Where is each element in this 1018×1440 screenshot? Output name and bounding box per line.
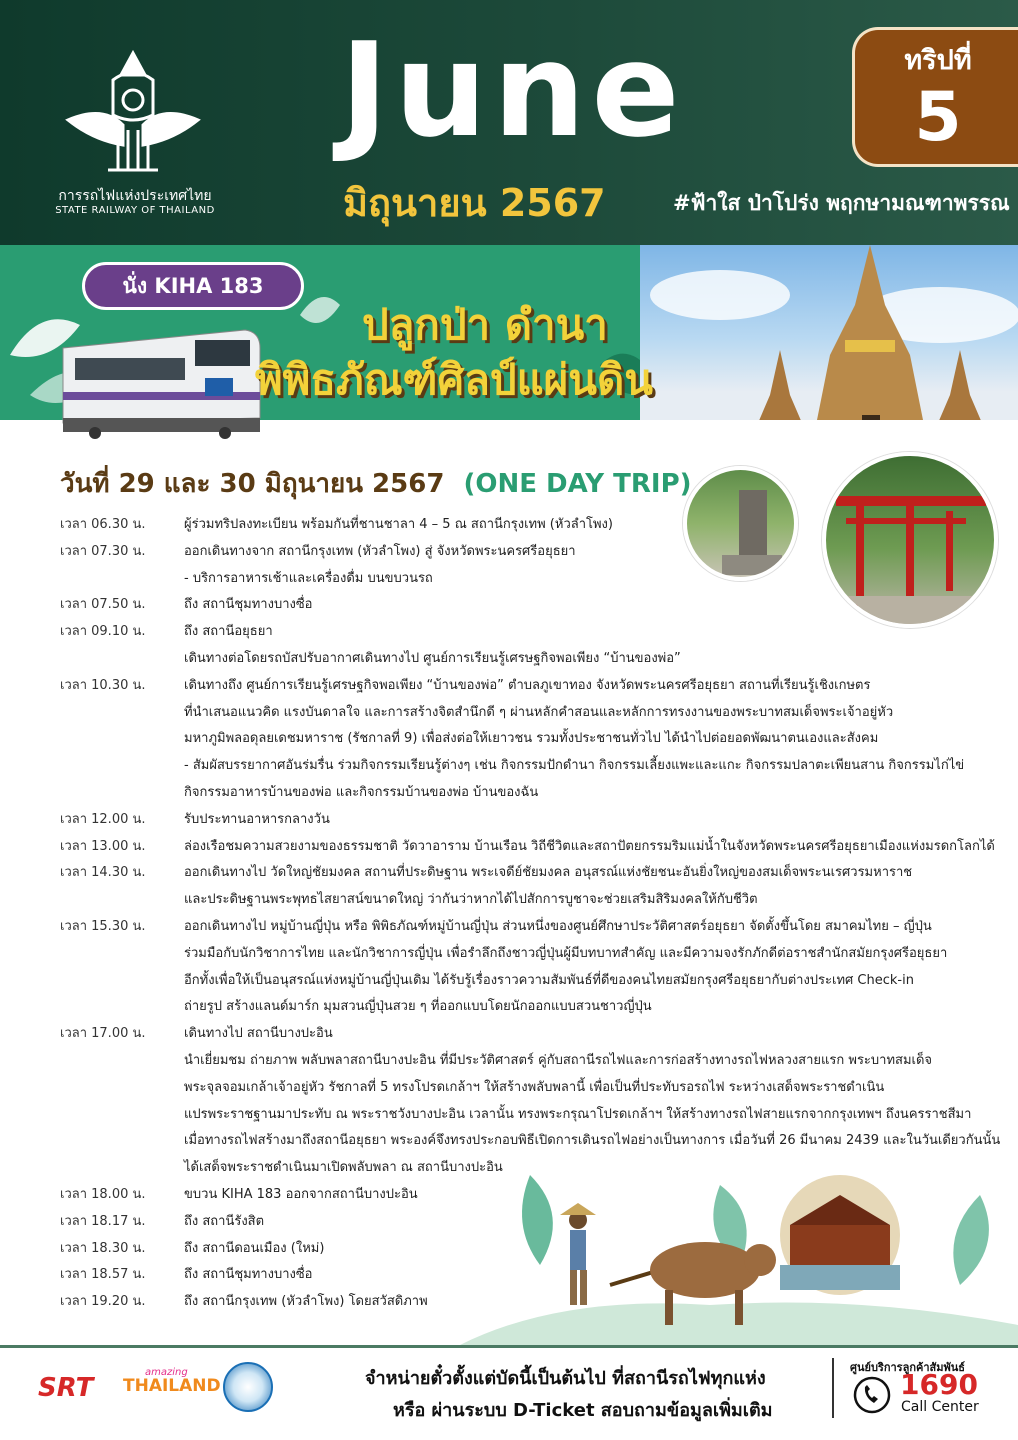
schedule-time: เวลา 12.00 น. <box>60 811 146 827</box>
kiha-badge: นั่ง KIHA 183 <box>82 262 304 310</box>
schedule-row <box>60 1102 1005 1129</box>
month-title-thai: มิถุนายน 2567 <box>343 181 606 225</box>
schedule-time <box>60 1048 184 1075</box>
schedule-description: ร่วมมือกับนักวิชาการไทย และนักวิชาการญี่ปุ่น เพื่อรำลึกถึงชาวญี่ปุ่นผู้มีบทบาทสำคัญ และมีความจงรักภักดีต่อราชสำนักสมัยกรุงศรีอยุธยา <box>184 945 948 961</box>
footer-vertical-divider <box>832 1358 834 1418</box>
schedule-time <box>60 887 184 914</box>
schedule-row <box>60 700 1005 727</box>
amazing-thailand-logo <box>123 1367 221 1407</box>
schedule-row <box>60 914 1005 941</box>
schedule-time <box>60 780 184 807</box>
org-name-thai: การรถไฟแห่งประเทศไทย <box>58 188 212 204</box>
schedule-description: ถึง สถานีกรุงเทพ (หัวลำโพง) โดยสวัสดิภาพ <box>184 1294 428 1310</box>
schedule-description: ถึง สถานีชุมทางบางซื่อ <box>184 597 313 613</box>
schedule-description: ล่องเรือชมความสวยงามของธรรมชาติ วัดวาอาราม บ้านเรือน วิถีชีวิตและสถาปัตยกรรมริมแม่น้ำในจังหวัดพระนครศรีอยุธยาเมืองแห่งมรดกโลกได้ <box>184 838 995 854</box>
schedule-row <box>60 887 1005 914</box>
schedule-description: ออกเดินทางไป วัดใหญ่ชัยมงคล สถานที่ประดิษฐาน พระเจดีย์ชัยมงคล อนุสรณ์แห่งชัยชนะอันยิ่งใหญ่ของสมเด็จพระนเรศวรมหาราช <box>184 865 913 881</box>
schedule-description: ขบวน KIHA 183 ออกจากสถานีบางปะอิน <box>184 1186 418 1202</box>
schedule-row <box>60 1048 1005 1075</box>
schedule-row <box>60 834 1005 861</box>
schedule-description: มหาภูมิพลอดุลยเดชมหาราช (รัชกาลที่ 9) เพื่อส่งต่อให้เยาวชน รวมทั้งประชาชนทั่วไป ได้นำไปต่อยอดพัฒนาตนเองและสังคม <box>184 731 879 747</box>
schedule-time <box>60 700 184 727</box>
schedule-description: ถึง สถานีดอนเมือง (ใหม่) <box>184 1240 325 1256</box>
schedule-time <box>60 941 184 968</box>
thailand-text: THAILAND <box>123 1376 221 1396</box>
schedule-row <box>60 512 1005 539</box>
schedule-time <box>60 1075 184 1102</box>
callcenter-number[interactable]: 1690 <box>900 1368 978 1401</box>
schedule-time <box>60 968 184 995</box>
railway-emblem-icon <box>63 45 203 175</box>
trip-number-badge <box>852 27 1018 167</box>
phone-icon <box>852 1375 892 1415</box>
schedule-description: พระจุลจอมเกล้าเจ้าอยู่หัว รัชกาลที่ 5 ทรงโปรดเกล้าฯ ให้สร้างพลับพลานี้ เพื่อเป็นที่ประทับรอรถไฟ ระหว่างเสด็จพระราชดำเนิน <box>184 1079 885 1095</box>
schedule-description: ได้เสด็จพระราชดำเนินมาเปิดพลับพลา ณ สถานีบางปะอิน <box>184 1160 503 1176</box>
schedule-time: เวลา 07.50 น. <box>60 597 146 613</box>
schedule-time <box>60 1155 184 1182</box>
headline-line1: ปลูกป่า ดำนา <box>362 300 608 349</box>
schedule-time <box>60 726 184 753</box>
trip-date <box>60 463 692 504</box>
trip-number: 5 <box>914 78 962 157</box>
footer-divider <box>0 1345 1018 1348</box>
schedule-time <box>60 753 184 780</box>
schedule-row <box>60 619 1005 646</box>
government-seal-icon <box>223 1362 273 1412</box>
schedule-description: - บริการอาหารเช้าและเครื่องดื่ม บนขบวนรถ <box>184 570 433 586</box>
schedule-description: ถึง สถานีอยุธยา <box>184 624 273 640</box>
callcenter-text: Call Center <box>901 1399 979 1415</box>
schedule-description: กิจกรรมอาหารบ้านของพ่อ และกิจกรรมบ้านของพ่อ บ้านของฉัน <box>184 784 539 800</box>
schedule-time <box>60 1128 184 1155</box>
org-name-english: STATE RAILWAY OF THAILAND <box>55 205 215 216</box>
schedule-time: เวลา 14.30 น. <box>60 865 146 881</box>
schedule-description: ออกเดินทางจาก สถานีกรุงเทพ (หัวลำโพง) สู่ จังหวัดพระนครศรีอยุธยา <box>184 543 576 559</box>
trip-label: ทริปที่ <box>904 45 972 76</box>
schedule-row <box>60 592 1005 619</box>
schedule-time: เวลา 06.30 น. <box>60 517 146 532</box>
schedule-time: เวลา 18.30 น. <box>60 1240 146 1256</box>
trip-type: (ONE DAY TRIP) <box>463 469 692 499</box>
schedule-time <box>60 994 184 1021</box>
schedule-time: เวลา 19.20 น. <box>60 1294 146 1310</box>
schedule-time <box>60 1102 184 1129</box>
header-banner <box>0 0 1018 245</box>
farmer-buffalo-illustration <box>460 1175 1018 1345</box>
schedule-time <box>60 566 184 593</box>
schedule-description: ที่นำเสนอแนวคิด แรงบันดาลใจ และการสร้างจิตสำนึกดี ๆ ผ่านหลักคำสอนและหลักการทรงงานของพระบาทสมเด็จพระเจ้าอยู่หัว <box>184 704 894 720</box>
month-title-english: June <box>340 14 686 166</box>
schedule-time: เวลา 09.10 น. <box>60 624 146 640</box>
srt-footer-logo: SRT <box>38 1373 94 1403</box>
schedule-row <box>60 968 1005 995</box>
schedule-description: ถึง สถานีชุมทางบางซื่อ <box>184 1267 313 1283</box>
schedule-row <box>60 753 1005 780</box>
trip-date-thai: วันที่ 29 และ 30 มิถุนายน 2567 <box>60 469 445 499</box>
schedule-row <box>60 673 1005 700</box>
amazing-text: amazing <box>145 1367 188 1378</box>
schedule-description: แปรพระราชฐานมาประทับ ณ พระราชวังบางปะอิน เวลานั้น ทรงพระกรุณาโปรดเกล้าฯ ให้สร้างทางรถไฟสายแรกจากกรุงเทพฯ ถึงนครราชสีมา <box>184 1106 972 1122</box>
schedule-description: เมื่อทางรถไฟสร้างมาถึงสถานีอยุธยา พระองค์จึงทรงประกอบพิธีเปิดการเดินรถไฟอย่างเป็นทางการ เมื่อวันที่ 26 มีนาคม 2439 และในวันเดียวกันนั้น <box>184 1133 1001 1149</box>
schedule-row <box>60 860 1005 887</box>
sale-info-line1: จำหน่ายตั๋วตั้งแต่บัดนี้เป็นต้นไป ที่สถานีรถไฟทุกแห่ง <box>365 1368 766 1389</box>
headline-line2: พิพิธภัณฑ์ศิลป์แผ่นดิน <box>255 355 653 404</box>
schedule-time: เวลา 15.30 น. <box>60 918 146 934</box>
schedule-description: ออกเดินทางไป หมู่บ้านญี่ปุ่น หรือ พิพิธภัณฑ์หมู่บ้านญี่ปุ่น ส่วนหนึ่งของศูนย์ศึกษาประวัติศาสตร์อยุธยา จัดตั้งขึ้นโดย สมาคมไทย – ญี่ปุ่น <box>184 918 932 934</box>
schedule-row <box>60 539 1005 566</box>
schedule-row <box>60 1075 1005 1102</box>
schedule-row <box>60 646 1005 673</box>
schedule-description: - สัมผัสบรรยากาศอันร่มรื่น ร่วมกิจกรรมเรียนรู้ต่างๆ เช่น กิจกรรมปักดำนา กิจกรรมเลี้ยงแพะและแกะ กิจกรรมปลาตะเพียนสาน กิจกรรมไก่ไข่ <box>184 758 965 774</box>
schedule-time: เวลา 13.00 น. <box>60 838 146 854</box>
schedule-time: เวลา 17.00 น. <box>60 1026 146 1042</box>
schedule-time <box>60 646 184 673</box>
schedule-description: เดินทางต่อโดยรถบัสปรับอากาศเดินทางไป ศูนย์การเรียนรู้เศรษฐกิจพอเพียง “บ้านของพ่อ” <box>184 650 681 666</box>
schedule-time: เวลา 10.30 น. <box>60 677 146 693</box>
schedule-row <box>60 994 1005 1021</box>
callcenter-label: ศูนย์บริการลูกค้าสัมพันธ์ <box>850 1361 965 1374</box>
schedule-row <box>60 780 1005 807</box>
schedule-description: ถ่ายรูป สร้างแลนด์มาร์ก มุมสวนญี่ปุ่นสวย ๆ ที่ออกแบบโดยนักออกแบบสวนชาวญี่ปุ่น <box>184 999 652 1015</box>
schedule-description: รับประทานอาหารกลางวัน <box>184 811 330 827</box>
schedule-row <box>60 941 1005 968</box>
schedule-time: เวลา 18.57 น. <box>60 1267 146 1283</box>
schedule-time: เวลา 18.17 น. <box>60 1213 146 1229</box>
schedule-description: เดินทางถึง ศูนย์การเรียนรู้เศรษฐกิจพอเพียง “บ้านของพ่อ” ตำบลภูเขาทอง จังหวัดพระนครศรีอยุธยา สถานที่เรียนรู้เชิงเกษตร <box>184 677 871 693</box>
schedule-time: เวลา 18.00 น. <box>60 1186 146 1202</box>
srt-logo <box>45 45 225 220</box>
schedule-description: เดินทางไป สถานีบางปะอิน <box>184 1026 333 1042</box>
schedule-row <box>60 1128 1005 1155</box>
schedule-row <box>60 566 1005 593</box>
hashtag: #ฟ้าใส ป่าโปร่ง พฤกษามณฑาพรรณ <box>673 191 1010 215</box>
schedule-row <box>60 726 1005 753</box>
schedule-time: เวลา 07.30 น. <box>60 543 146 559</box>
schedule-description: และประดิษฐานพระพุทธไสยาสน์ขนาดใหญ่ ว่ากันว่าหากได้ไปสักการบูชาจะช่วยเสริมสิริมงคลให้กับชีวิต <box>184 892 758 908</box>
train-icon <box>55 318 265 443</box>
schedule-row <box>60 807 1005 834</box>
schedule-description: อีกทั้งเพื่อให้เป็นอนุสรณ์แห่งหมู่บ้านญี่ปุ่นเดิม ได้รับรู้เรื่องราวความสัมพันธ์ที่ดีของคนไทยสมัยกรุงศรีอยุธยากับต่างประเทศ Check-in <box>184 972 914 988</box>
schedule-description: นำเยี่ยมชม ถ่ายภาพ พลับพลาสถานีบางปะอิน ที่มีประวัติศาสตร์ คู่กับสถานีรถไฟและการก่อสร้างทางรถไฟหลวงสายแรก พระบาทสมเด็จ <box>184 1052 933 1068</box>
schedule-row <box>60 1021 1005 1048</box>
sale-info-line2: หรือ ผ่านระบบ D-Ticket สอบถามข้อมูลเพิ่มเติม <box>393 1400 773 1421</box>
schedule-description: ผู้ร่วมทริปลงทะเบียน พร้อมกันที่ชานชาลา 4 – 5 ณ สถานีกรุงเทพ (หัวลำโพง) <box>184 517 613 532</box>
schedule-description: ถึง สถานีรังสิต <box>184 1213 265 1229</box>
